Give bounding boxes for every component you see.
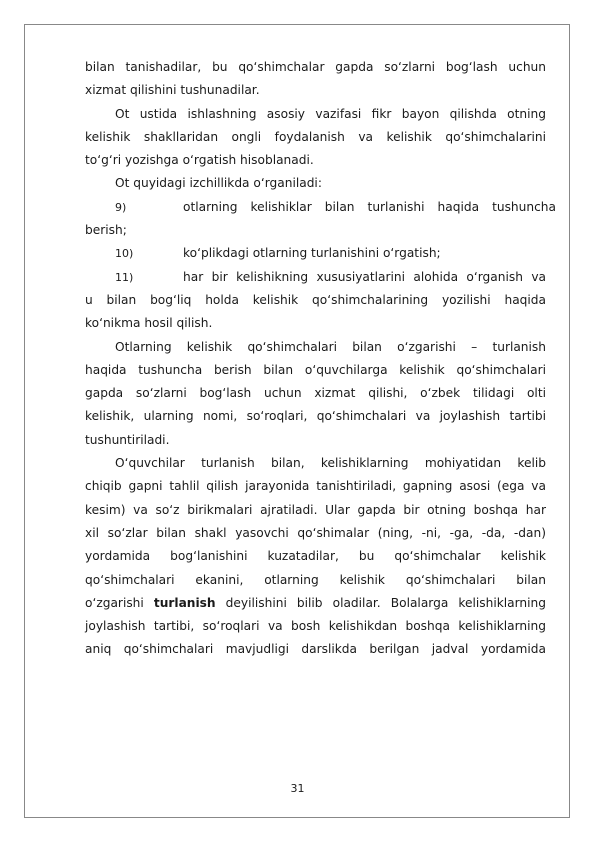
text-line: berish; [85, 223, 127, 238]
list-text: otlarning kelishiklar bilan turlanishi haqida tushuncha [183, 199, 556, 214]
list-text: ko‘plikdagi otlarning turlanishini o‘rgatish; [183, 246, 441, 261]
bold-term: turlanish [153, 595, 216, 610]
text-line: bilan tanishadilar, bu qo‘shimchalar gapda so‘zlarni bog‘lash uchun [85, 60, 546, 74]
text-line: joylashish tartibi, so‘roqlari va bosh kelishikdan boshqa kelishiklarning [85, 619, 546, 634]
list-number: 11) [115, 270, 134, 284]
text-line: ko‘nikma hosil qilish. [85, 316, 213, 331]
list-item [85, 242, 546, 265]
text-line: kelishik, ularning nomi, so‘roqlari, qo‘shimchalari va joylashish tartibi [85, 409, 546, 424]
text-line: gapda so‘zlarni bog‘lash uchun xizmat qilishi, o‘zbek tilidagi olti [85, 386, 546, 401]
text-line-with-bold [85, 592, 546, 615]
text-line: kelishik shakllaridan ongli foydalanish va kelishik qo‘shimchalarini [85, 129, 546, 144]
text-line: xizmat qilishini tushunadilar. [85, 83, 260, 98]
list-item [85, 266, 546, 289]
text-line: to‘g‘ri yozishga o‘rgatish hisoblanadi. [85, 153, 314, 168]
text-line: Otlarning kelishik qo‘shimchalari bilan o‘zgarishi – turlanish [115, 339, 546, 354]
text-line: haqida tushuncha berish bilan o‘quvchilarga kelishik qo‘shimchalari [85, 362, 546, 377]
text-line: qo‘shimchalari ekanini, otlarning kelishik qo‘shimchalari bilan [85, 572, 546, 587]
text-line: kesim) va so‘z birikmalari ajratiladi. Ular gapda bir otning boshqa har [85, 502, 546, 517]
body-text [85, 56, 556, 662]
list-text: har bir kelishikning xususiyatlarini alohida o‘rganish va [183, 269, 546, 284]
text-line: O‘quvchilar turlanish bilan, kelishiklarning mohiyatidan kelib [115, 456, 546, 471]
text-line: aniq qo‘shimchalari mavjudligi darslikda berilgan jadval yordamida [85, 642, 546, 657]
text-line: tushuntiriladi. [85, 432, 170, 447]
text-segment: deyilishini bilib oladilar. Bolalarga kelishiklarning [215, 595, 546, 610]
text-line: yordamida bog‘lanishini kuzatadilar, bu qo‘shimchalar kelishik [85, 549, 546, 564]
text-line: u bilan bog‘liq holda kelishik qo‘shimchalarining yozilishi haqida [85, 292, 546, 307]
text-line: xil so‘zlar bilan shakl yasovchi qo‘shimalar (ning, -ni, -ga, -da, -dan) [85, 525, 546, 540]
text-line: Ot ustida ishlashning asosiy vazifasi fikr bayon qilishda otning [115, 106, 546, 121]
text-line: chiqib gapni tahlil qilish jarayonida tanishtiriladi, gapning asosi (ega va [85, 479, 546, 494]
page-number: 31 [290, 782, 305, 795]
text-segment: o‘zgarishi [85, 595, 154, 610]
text-line: Ot quyidagi izchillikda o‘rganiladi: [115, 176, 322, 191]
list-number: 10) [115, 247, 134, 261]
list-item [85, 196, 556, 219]
list-number: 9) [115, 200, 127, 214]
